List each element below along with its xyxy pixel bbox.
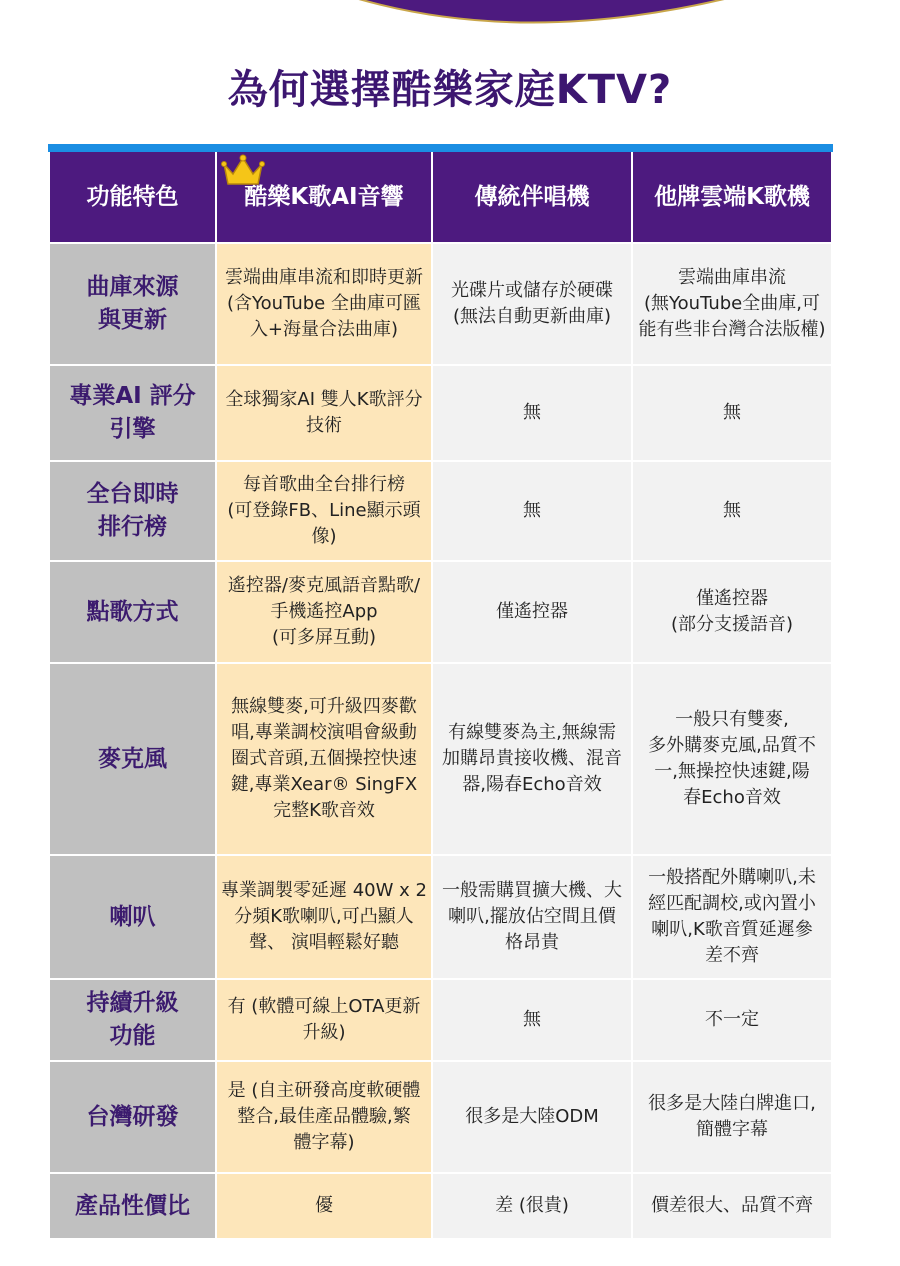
- kuleh-cell: 遙控器/麥克風語音點歌/ 手機遙控App (可多屏互動): [216, 561, 432, 663]
- traditional-cell: 差 (很貴): [432, 1173, 632, 1239]
- table-row: [49, 365, 832, 461]
- table-row: [49, 855, 832, 979]
- kuleh-cell: 是 (自主研發高度軟硬體 整合,最佳產品體驗,繁 體字幕): [216, 1061, 432, 1173]
- feature-cell: 點歌方式: [49, 561, 216, 663]
- other-brand-cell: 價差很大、品質不齊: [632, 1173, 832, 1239]
- kuleh-cell: 無線雙麥,可升級四麥歡 唱,專業調校演唱會級動 圈式音頭,五個操控快速 鍵,專業Xear® SingFX 完整K歌音效: [216, 663, 432, 855]
- kuleh-cell: 全球獨家AI 雙人K歌評分 技術: [216, 365, 432, 461]
- other-brand-cell: 不一定: [632, 979, 832, 1061]
- table-row: [49, 243, 832, 365]
- feature-cell: 全台即時 排行榜: [49, 461, 216, 561]
- traditional-cell: 僅遙控器: [432, 561, 632, 663]
- decorative-arc: [0, 0, 900, 40]
- table-row: [49, 1173, 832, 1239]
- table-row: [49, 1061, 832, 1173]
- table-row: [49, 561, 832, 663]
- feature-cell: 產品性價比: [49, 1173, 216, 1239]
- table-row: [49, 461, 832, 561]
- traditional-cell: 一般需購買擴大機、大 喇叭,擺放佔空間且價 格昂貴: [432, 855, 632, 979]
- comparison-table: [48, 144, 833, 1240]
- kuleh-cell: 有 (軟體可線上OTA更新 升級): [216, 979, 432, 1061]
- feature-cell: 曲庫來源 與更新: [49, 243, 216, 365]
- traditional-cell: 很多是大陸ODM: [432, 1061, 632, 1173]
- header-feature: 功能特色: [49, 148, 216, 243]
- header-kuleh-label: 酷樂K歌AI音響: [244, 184, 404, 210]
- traditional-cell: 光碟片或儲存於硬碟 (無法自動更新曲庫): [432, 243, 632, 365]
- kuleh-cell: 專業調製零延遲 40W x 2 分頻K歌喇叭,可凸顯人 聲、 演唱輕鬆好聽: [216, 855, 432, 979]
- feature-cell: 喇叭: [49, 855, 216, 979]
- other-brand-cell: 無: [632, 461, 832, 561]
- feature-cell: 台灣研發: [49, 1061, 216, 1173]
- feature-cell: 持續升級 功能: [49, 979, 216, 1061]
- header-traditional: 傳統伴唱機: [432, 148, 632, 243]
- feature-cell: 麥克風: [49, 663, 216, 855]
- kuleh-cell: 優: [216, 1173, 432, 1239]
- other-brand-cell: 無: [632, 365, 832, 461]
- kuleh-cell: 雲端曲庫串流和即時更新 (含YouTube 全曲庫可匯 入+海量合法曲庫): [216, 243, 432, 365]
- traditional-cell: 無: [432, 461, 632, 561]
- other-brand-cell: 僅遙控器 (部分支援語音): [632, 561, 832, 663]
- table-row: [49, 663, 832, 855]
- other-brand-cell: 很多是大陸白牌進口, 簡體字幕: [632, 1061, 832, 1173]
- table-header-row: [49, 148, 832, 243]
- other-brand-cell: 雲端曲庫串流 (無YouTube全曲庫,可 能有些非台灣合法版權): [632, 243, 832, 365]
- kuleh-cell: 每首歌曲全台排行榜 (可登錄FB、Line顯示頭 像): [216, 461, 432, 561]
- header-kuleh: [216, 148, 432, 243]
- header-other-brand: 他牌雲端K歌機: [632, 148, 832, 243]
- feature-cell: 專業AI 評分 引擎: [49, 365, 216, 461]
- traditional-cell: 無: [432, 979, 632, 1061]
- crown-icon: [221, 154, 265, 188]
- table-row: [49, 979, 832, 1061]
- other-brand-cell: 一般只有雙麥, 多外購麥克風,品質不 一,無操控快速鍵,陽 春Echo音效: [632, 663, 832, 855]
- other-brand-cell: 一般搭配外購喇叭,未 經匹配調校,或內置小 喇叭,K歌音質延遲參 差不齊: [632, 855, 832, 979]
- traditional-cell: 有線雙麥為主,無線需 加購昂貴接收機、混音 器,陽春Echo音效: [432, 663, 632, 855]
- page-title: 為何選擇酷樂家庭KTV?: [227, 67, 673, 113]
- traditional-cell: 無: [432, 365, 632, 461]
